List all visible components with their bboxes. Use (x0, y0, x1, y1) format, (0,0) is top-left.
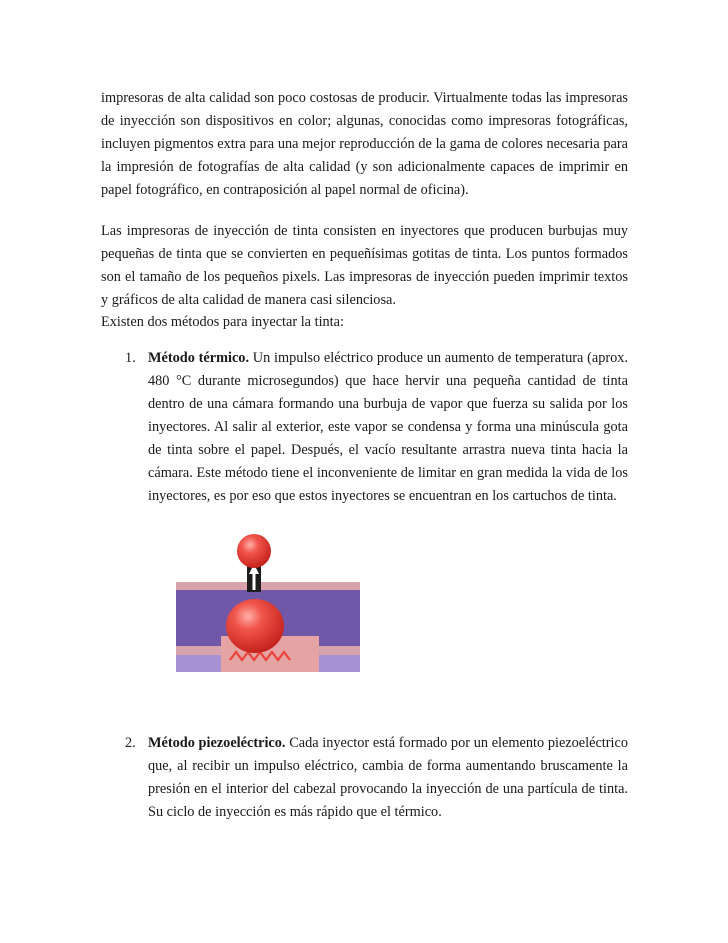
list-item-thermal-method (125, 347, 628, 508)
method-description: Cada inyector está formado por un elemento piezoeléctrico que, al recibir un impulso eléctrico, cambia de forma aumentando bruscamente la presión en el interior del cabezal provocando la inyección de una partícula de tinta. Su ciclo de inyección es más rápido que el térmico. (148, 735, 628, 820)
nozzle-plate-right (319, 646, 360, 655)
paragraph-inkjet-description: Las impresoras de inyección de tinta consisten en inyectores que producen burbujas muy pequeñas de tinta que se convierten en pequeñísimas gotitas de tinta. Los puntos formados son el tamaño de los pequeños pixels. Las impresoras de inyección pueden imprimir textos y gráficos de alta calidad de manera casi silenciosa. (101, 223, 628, 308)
ink-droplet (237, 534, 271, 568)
list-item-body (148, 732, 628, 824)
vapor-bubble (226, 599, 284, 653)
method-title: Método térmico. (148, 350, 250, 366)
nozzle-plate-left (176, 646, 221, 655)
top-pink-layer (176, 582, 360, 590)
list-item-piezoelectric-method (125, 732, 628, 824)
method-title: Método piezoeléctrico. (148, 735, 286, 751)
paragraph-methods-intro: Existen dos métodos para inyectar la tinta: (101, 314, 344, 330)
list-number: 1. (125, 350, 136, 366)
list-item-body (148, 347, 628, 508)
thermal-inkjet-diagram (176, 532, 360, 672)
paragraph-intro-continued: impresoras de alta calidad son poco costosas de producir. Virtualmente todas las impresoras de inyección son dispositivos en color; algunas, conocidas como impresoras fotográficas, incluyen pigmentos extra para una mejor reproducción de la gama de colores necesaria para la impresión de fotografías de alta calidad (y son adicionalmente capaces de imprimir en papel fotográfico, en contraposición al papel normal de oficina). (101, 90, 628, 198)
list-number: 2. (125, 735, 136, 751)
method-description: Un impulso eléctrico produce un aumento de temperatura (aprox. 480 °C durante microsegundos) que hace hervir una pequeña cantidad de tinta dentro de una cámara formando una burbuja de vapor que fuerza su salida por los inyectores. Al salir al exterior, este vapor se condensa y forma una minúscula gota de tinta sobre el papel. Después, el vacío resultante arrastra nueva tinta hacia la cámara. Este método tiene el inconveniente de limitar en gran medida la vida de los inyectores, es por eso que estos inyectores se encuentran en los cartuchos de tinta. (148, 350, 628, 504)
